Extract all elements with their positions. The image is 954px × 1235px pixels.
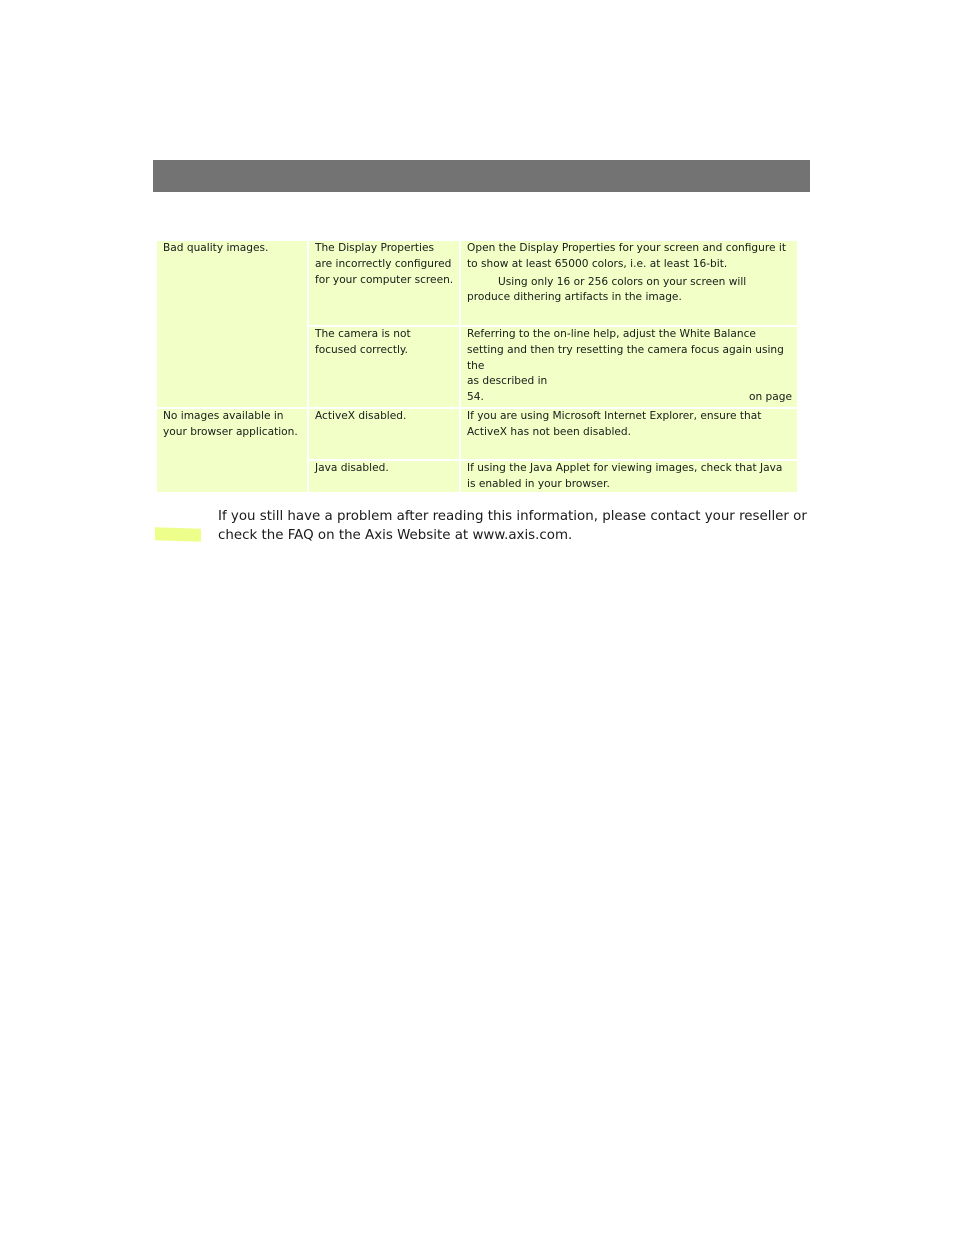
solution-page-number: 54. — [467, 391, 484, 404]
note-marker-icon — [155, 527, 201, 542]
solution-text: If using the Java Applet for viewing images, check that Java is enabled in your browser. — [467, 462, 783, 490]
solution-cell-java — [461, 461, 797, 492]
solution-cell-activex — [461, 409, 797, 459]
solution-reference-line: as described in on page — [467, 375, 792, 404]
cause-cell-activex — [309, 409, 459, 459]
problem-text: No images available in your browser application. — [163, 410, 298, 438]
solution-text: Referring to the on-line help, adjust the White Balance setting and then try resetting the camera focus again using the — [467, 328, 784, 372]
cause-text: ActiveX disabled. — [315, 410, 407, 422]
cause-cell-focus — [309, 327, 459, 407]
cause-text: The Display Properties are incorrectly configured for your computer screen. — [315, 242, 454, 286]
solution-cell-focus — [461, 327, 797, 407]
solution-cell-display-properties — [461, 241, 797, 325]
section-header-bar — [153, 160, 810, 192]
cause-text: Java disabled. — [315, 462, 389, 474]
solution-note: Using only 16 or 256 colors on your screen will produce dithering artifacts in the image. — [467, 275, 747, 304]
problem-text: Bad quality images. — [163, 242, 269, 254]
solution-text: Open the Display Properties for your screen and configure it to show at least 65000 colors, i.e. at least 16-bit. — [467, 242, 786, 270]
cause-text: The camera is not focused correctly. — [315, 328, 411, 356]
footer-note: If you still have a problem after reading this information, please contact your reseller or check the FAQ on the Axis Website at www.axis.com. — [218, 509, 807, 543]
cause-cell-java — [309, 461, 459, 492]
problem-cell-no-images — [157, 409, 307, 492]
solution-text: If you are using Microsoft Internet Explorer, ensure that ActiveX has not been disabled. — [467, 410, 762, 438]
cause-cell-display-properties — [309, 241, 459, 325]
problem-cell-bad-quality — [157, 241, 307, 407]
